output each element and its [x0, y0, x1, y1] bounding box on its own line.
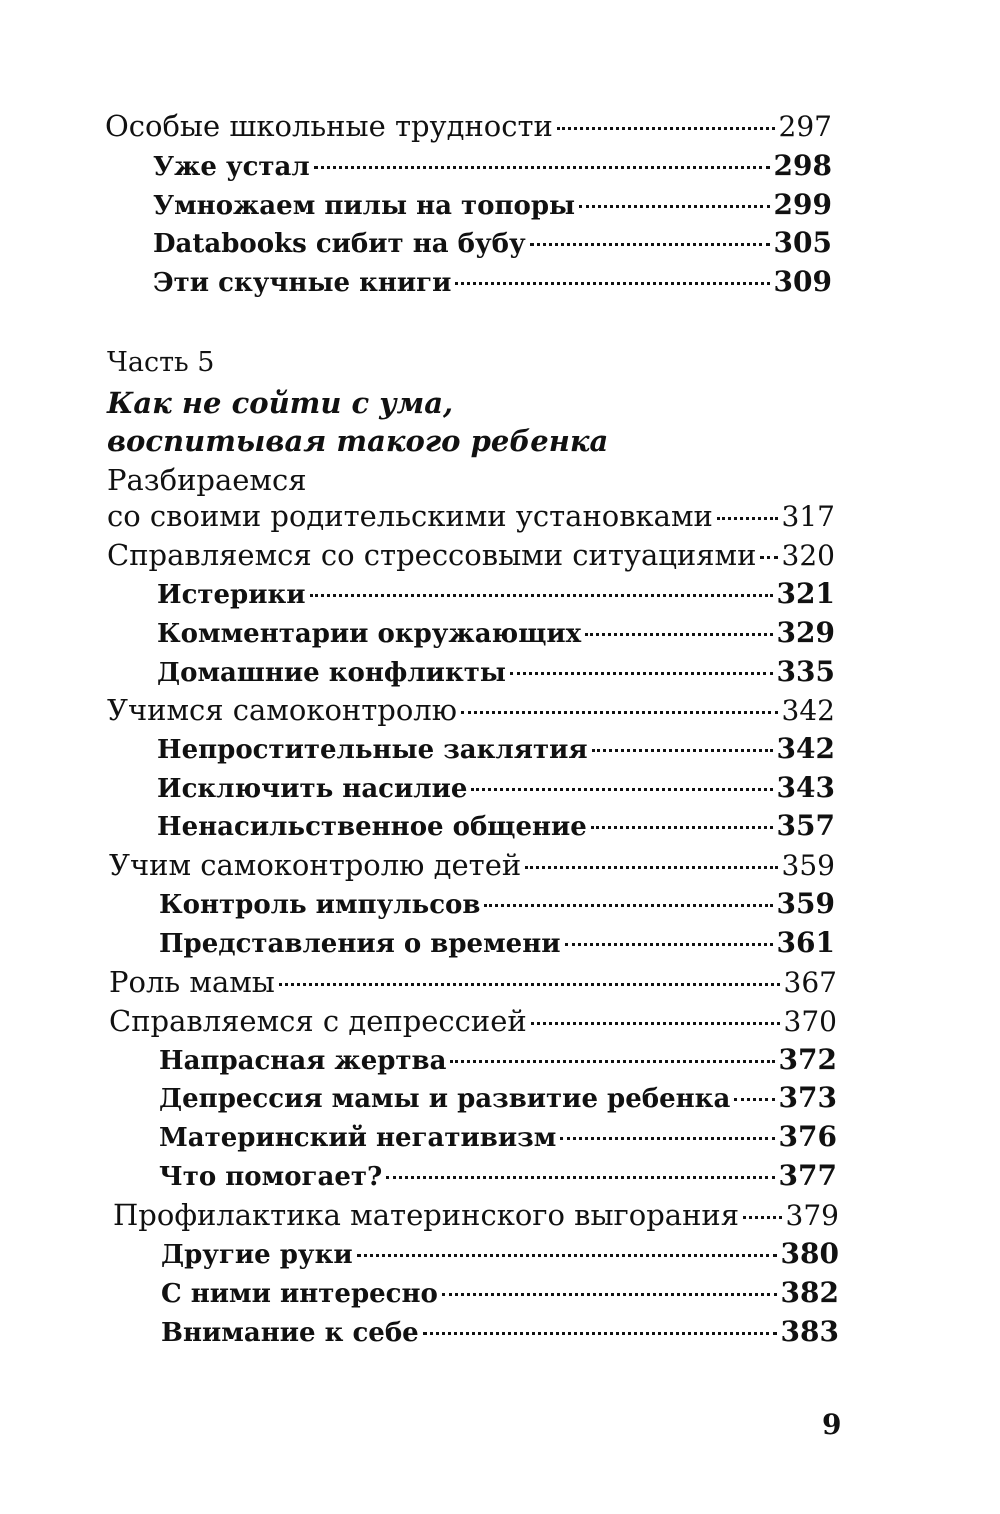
dot-leader	[314, 166, 770, 169]
dot-leader	[557, 127, 775, 130]
toc-entry[interactable]	[157, 577, 835, 612]
dot-leader	[484, 904, 772, 907]
toc-entry-title: Контроль импульсов	[159, 890, 481, 920]
toc-entry-title: Учим самоконтролю детей	[109, 848, 522, 882]
toc-entry[interactable]	[157, 809, 835, 844]
dot-leader	[734, 1098, 774, 1101]
toc-entry-title: Справляемся с депрессией	[109, 1004, 527, 1038]
toc-entry-title: Комментарии окружающих	[157, 619, 582, 649]
toc-entry-page: 370	[783, 1005, 837, 1038]
part-label: Часть 5	[107, 347, 215, 378]
toc-entry-page: 317	[781, 500, 835, 533]
toc-entry-title: Профилактика материнского выгорания	[113, 1198, 740, 1232]
dot-leader	[717, 517, 778, 520]
dot-leader	[510, 672, 773, 675]
toc-entry[interactable]	[153, 265, 832, 300]
dot-leader	[565, 943, 773, 946]
part-title-line-1: Как не сойти с ума,	[107, 386, 454, 420]
toc-entry-title: Эти скучные книги	[153, 268, 452, 298]
dot-leader	[743, 1216, 782, 1219]
toc-entry-title: Умножаем пилы на топоры	[153, 191, 576, 221]
toc-entry-page: 359	[781, 849, 835, 882]
toc-entry-title: Databooks сибит на бубу	[153, 229, 526, 259]
dot-leader	[357, 1254, 777, 1257]
toc-entry-page: 329	[776, 616, 835, 649]
toc-entry[interactable]	[159, 887, 835, 922]
toc-entry-page: 309	[773, 265, 832, 298]
toc-entry[interactable]	[113, 1198, 839, 1233]
part-title-line-2: воспитывая такого ребенка	[107, 424, 609, 458]
dot-leader	[455, 282, 769, 285]
dot-leader	[531, 1022, 780, 1025]
toc-entry-title: Непростительные заклятия	[157, 735, 588, 765]
toc-entry[interactable]	[157, 655, 835, 690]
dot-leader	[450, 1060, 774, 1063]
toc-entry[interactable]	[159, 1081, 837, 1116]
toc-entry-page: 377	[778, 1159, 837, 1192]
toc-entry-page: 373	[778, 1081, 837, 1114]
dot-leader	[386, 1176, 774, 1179]
page-number: 9	[822, 1408, 842, 1441]
toc-entry[interactable]	[157, 771, 835, 806]
toc-entry-page: 379	[785, 1199, 839, 1232]
toc-entry[interactable]	[109, 1004, 837, 1039]
dot-leader	[585, 633, 772, 636]
toc-entry[interactable]	[105, 109, 832, 144]
toc-entry[interactable]	[161, 1276, 839, 1311]
dot-leader	[760, 556, 777, 559]
dot-leader	[525, 866, 777, 869]
toc-entry[interactable]	[109, 848, 835, 883]
toc-entry-page: 357	[776, 809, 835, 842]
toc-entry[interactable]	[159, 1120, 837, 1155]
dot-leader	[560, 1137, 774, 1140]
toc-entry-title: Исключить насилие	[157, 774, 468, 804]
toc-entry-title: Роль мамы	[109, 965, 275, 999]
dot-leader	[579, 205, 769, 208]
toc-entry[interactable]	[159, 1159, 837, 1194]
toc-entry[interactable]	[161, 1237, 839, 1272]
toc-entry-page: 382	[780, 1276, 839, 1309]
toc-entry-page: 320	[781, 539, 835, 572]
toc-entry-title: Внимание к себе	[161, 1318, 419, 1348]
toc-entry-page: 367	[783, 966, 837, 999]
part-title	[107, 384, 608, 460]
toc-entry[interactable]	[157, 732, 835, 767]
toc-entry-title: со своими родительскими установками	[107, 499, 713, 533]
toc-entry-title: С ними интересно	[161, 1279, 438, 1309]
toc-entry[interactable]	[109, 965, 837, 1000]
toc-entry[interactable]	[153, 226, 832, 261]
toc-entry-title: Истерики	[157, 580, 306, 610]
toc-entry-page: 361	[776, 926, 835, 959]
toc-entry-page: 335	[776, 655, 835, 688]
toc-entry-page: 342	[776, 732, 835, 765]
toc-entry-title: Учимся самоконтролю	[107, 693, 457, 727]
toc-entry-page: 298	[773, 149, 832, 182]
toc-entry-title: Материнский негативизм	[159, 1123, 557, 1153]
dot-leader	[279, 983, 780, 986]
toc-entry-title: Депрессия мамы и развитие ребенка	[159, 1084, 731, 1114]
dot-leader	[310, 594, 773, 597]
toc-entry-page: 342	[781, 694, 835, 727]
toc-entry-title: Особые школьные трудности	[105, 109, 553, 143]
toc-entry-title: Ненасильственное общение	[157, 812, 587, 842]
toc-entry[interactable]	[159, 926, 835, 961]
toc-entry-page: 297	[778, 110, 832, 143]
toc-entry-page: 359	[776, 887, 835, 920]
dot-leader	[423, 1332, 777, 1335]
toc-entry-title: Напрасная жертва	[159, 1046, 447, 1076]
toc-entry[interactable]	[107, 538, 835, 573]
dot-leader	[442, 1293, 777, 1296]
dot-leader	[591, 826, 773, 829]
toc-entry[interactable]	[159, 1043, 837, 1078]
toc-entry[interactable]	[157, 616, 835, 651]
toc-entry[interactable]	[107, 499, 835, 534]
dot-leader	[471, 788, 772, 791]
toc-entry[interactable]	[153, 188, 832, 223]
dot-leader	[461, 711, 778, 714]
toc-entry-title: Справляемся со стрессовыми ситуациями	[107, 538, 757, 572]
toc-entry-title: Другие руки	[161, 1240, 353, 1270]
toc-entry-title: Что помогает?	[159, 1162, 383, 1192]
toc-entry-page: 372	[778, 1043, 837, 1076]
toc-entry-title: Представления о времени	[159, 929, 561, 959]
toc-entry-title: Домашние конфликты	[157, 658, 506, 688]
toc-entry-page: 305	[773, 226, 832, 259]
dot-leader	[530, 243, 770, 246]
toc-entry-page: 343	[776, 771, 835, 804]
toc-entry-page: 380	[780, 1237, 839, 1270]
toc-entry[interactable]	[107, 693, 835, 728]
dot-leader	[592, 749, 773, 752]
toc-entry-page: 383	[780, 1315, 839, 1348]
toc-entry-page: 376	[778, 1120, 837, 1153]
toc-entry-page: 299	[773, 188, 832, 221]
toc-entry-title-first-line: Разбираемся	[107, 463, 307, 497]
toc-entry-page: 321	[776, 577, 835, 610]
toc-entry-title: Уже устал	[153, 152, 310, 182]
toc-entry[interactable]	[153, 149, 832, 184]
toc-entry[interactable]	[161, 1315, 839, 1350]
